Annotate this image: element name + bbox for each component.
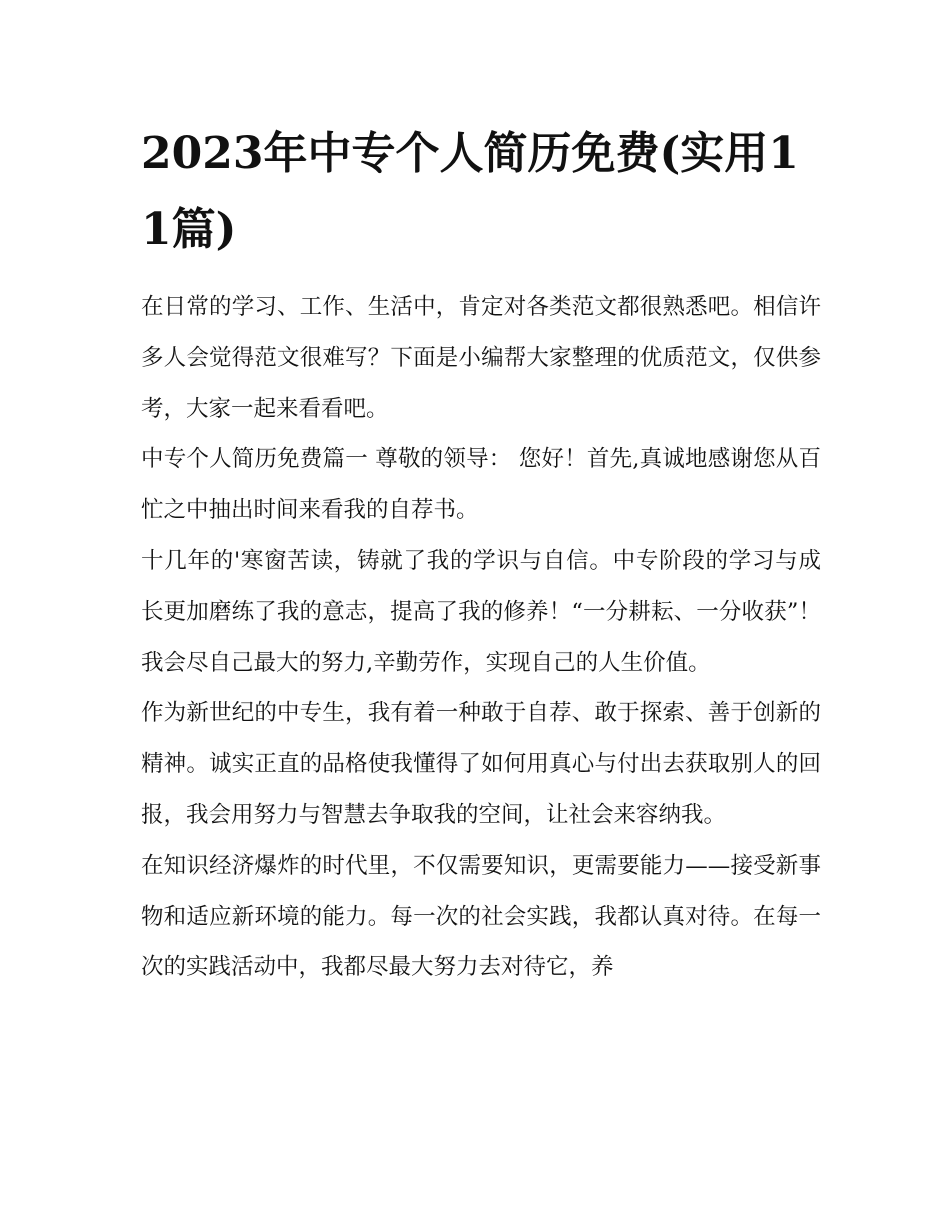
document-title: 2023年中专个人简历免费(实用11篇) <box>141 128 799 255</box>
study-paragraph: 十几年的'寒窗苦读，铸就了我的学识与自信。中专阶段的学习与成长更加磨练了我的意志，提高了我的修养！“一分耕耘、一分收获”！我会尽自己最大的努力,辛勤劳作，实现自己的人生价值。 <box>141 547 821 676</box>
ability-paragraph: 在知识经济爆炸的时代里，不仅需要知识，更需要能力——接受新事物和适应新环境的能力。每一次的社会实践，我都认真对待。在每一次的实践活动中，我都尽最大努力去对待它，养 <box>141 852 821 981</box>
intro-paragraph: 在日常的学习、工作、生活中，肯定对各类范文都很熟悉吧。相信许多人会觉得范文很难写？下面是小编帮大家整理的优质范文，仅供参考，大家一起来看看吧。 <box>141 294 821 422</box>
document-page <box>141 116 821 993</box>
spirit-paragraph: 作为新世纪的中专生，我有着一种敢于自荐、敢于探索、善于创新的精神。诚实正直的品格使我懂得了如何用真心与付出去获取别人的回报，我会用努力与智慧去争取我的空间，让社会来容纳我。 <box>141 700 821 828</box>
greeting-paragraph: 中专个人简历免费篇一 尊敬的领导： 您好！首先,真诚地感谢您从百忙之中抽出时间来看我的自荐书。 <box>141 446 821 524</box>
